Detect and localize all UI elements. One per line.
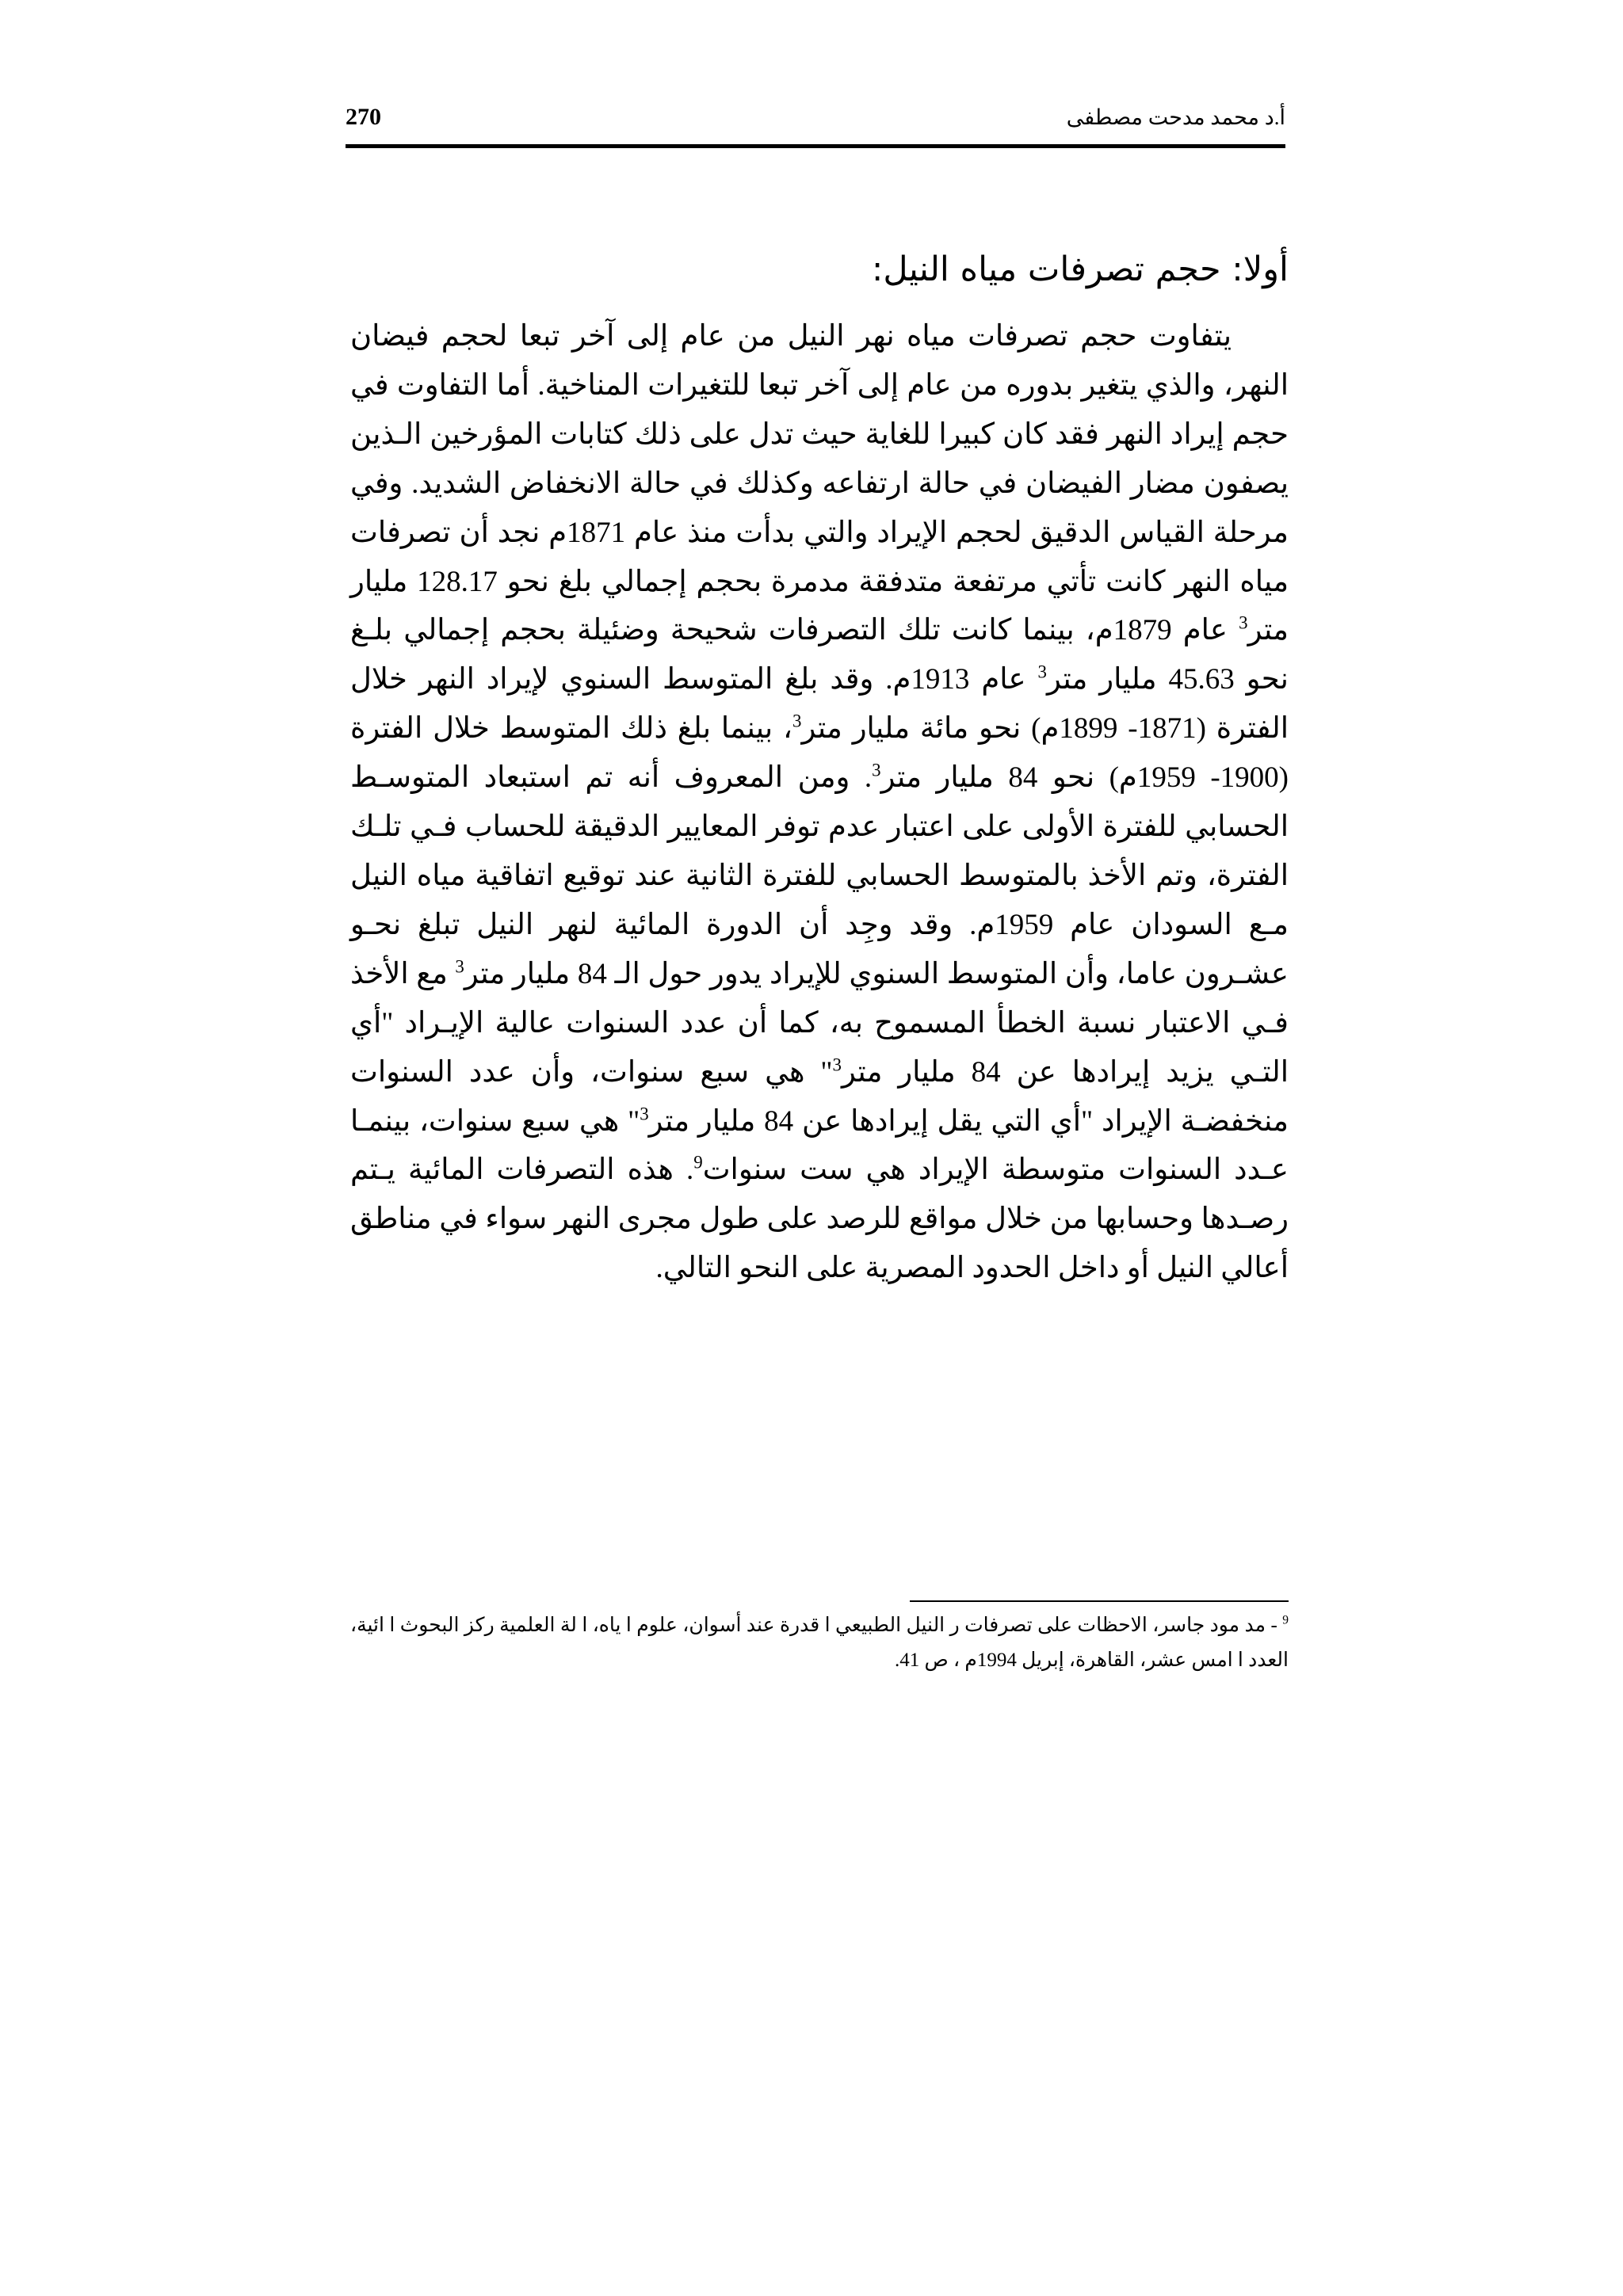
header-rule [346,144,1285,148]
main-content [350,238,1289,1293]
superscript-cubed: 3 [872,760,881,780]
superscript-cubed: 3 [1037,662,1047,683]
footnote-reference[interactable]: 9 [693,1153,703,1173]
paragraph-text: . ومن المعروف أنه تم استبعاد المتوسـط الحسابي للفترة الأولى على اعتبار عدم توفر المعايير الدقيقة للحساب فـي تلـك الفترة، وتم الأخذ بالمتوسط الحسابي للفترة الثانية عند توقيع اتفاقية مياه النيل مـع السودان عام 1959م. وقد وجِد أن الدورة المائية لنهر النيل تبلغ نحـو عشـرون عاما، وأن المتوسط السنوي للإيراد يدور حول الـ 84 مليار متر [350,761,1289,990]
superscript-cubed: 3 [832,1055,842,1075]
paragraph-text: عام 1913م. وقد بلغ المتوسط السنوي لإيراد النهر خلال الفترة (1871- 1899م) نحو مائة مليار متر [350,663,1289,746]
footnote [350,1608,1289,1678]
paragraph-text: " هي سبع سنوات، بينمـا عـدد السنوات متوسطة الإيراد هي ست سنوات [350,1104,1289,1187]
footnote-marker: 9 [1282,1613,1289,1627]
paragraph-text: عام 1879م، بينما كانت تلك التصرفات شحيحة وضئيلة بحجم إجمالي بلـغ نحو 45.63 مليار متر [350,614,1289,696]
body-paragraph [350,312,1289,1293]
paragraph-text: . هذه التصرفات المائية يـتم رصـدها وحسابها من خلال مواقع للرصد على طول مجرى النهر سواء في مناطق أعالي النيل أو داخل الحدود المصرية على النحو التالي. [350,1154,1289,1285]
paragraph-text: مع الأخذ فـي الاعتبار نسبة الخطأ المسموح به، كما أن عدد السنوات عالية الإيـراد "أي التـي يزيد إيرادها عن 84 مليار متر [350,957,1289,1089]
superscript-cubed: 3 [792,711,802,731]
paragraph-text: يتفاوت حجم تصرفات مياه نهر النيل من عام إلى آخر تبعا لحجم فيضان النهر، والذي يتغير بدوره من عام إلى آخر تبعا للتغيرات المناخية. أما التفاوت في حجم إيراد النهر فقد كان كبيرا للغاية حيث تدل على ذلك كتابات المؤرخين الـذين يصفون مضار الفيضان في حالة ارتفاعه وكذلك في حالة الانخفاض الشديد. وفي مرحلة القياس الدقيق لحجم الإيراد والتي بدأت منذ عام 1871م نجد أن تصرفات مياه النهر كانت تأتي مرتفعة متدفقة مدمرة بحجم إجمالي بلغ نحو 128.17 مليار متر [350,320,1289,647]
paragraph-text: ، بينما بلغ ذلك المتوسط خلال الفترة (1900- 1959م) نحو 84 مليار متر [350,712,1289,795]
footnote-separator [910,1600,1289,1602]
running-header [346,101,1285,141]
footnote-text: - مد مود جاسر، الاحظات على تصرفات ر النيل الطبيعي ا قدرة عند أسوان، علوم ا ياه، ا لة العلمية ركز البحوث ا ائية، العدد ا امس عشر، القاهرة، إبريل 1994م ، ص 41. [350,1615,1289,1671]
page-number: 270 [346,104,381,130]
section-title: أولا: حجم تصرفات مياه النيل: [871,250,1289,289]
paragraph-text: " هي سبع سنوات، وأن عدد السنوات منخفضـة الإيراد "أي التي يقل إيرادها عن 84 مليار متر [350,1055,1289,1138]
superscript-cubed: 3 [1239,613,1248,634]
superscript-cubed: 3 [455,956,464,977]
author-name: أ.د محمد مدحت مصطفى [1066,105,1285,129]
superscript-cubed: 3 [640,1104,649,1124]
